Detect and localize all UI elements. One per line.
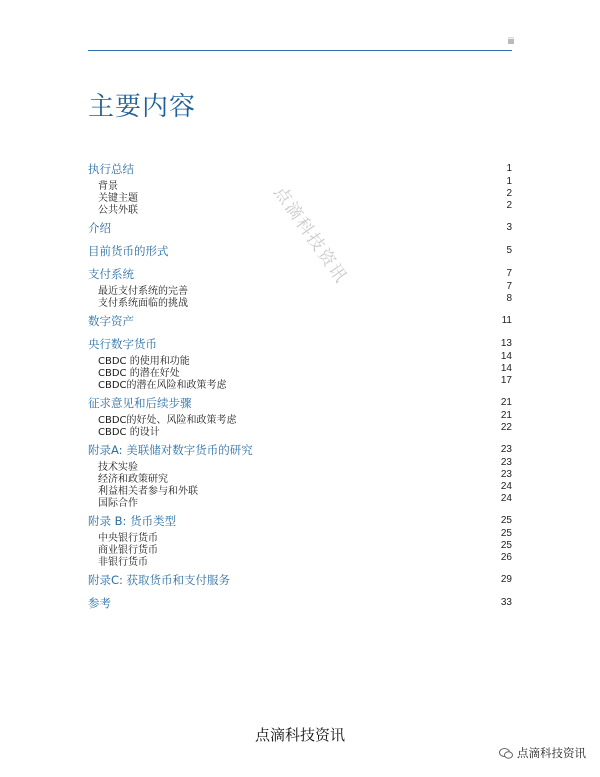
toc-subentry-page: 14 bbox=[500, 351, 512, 362]
watermark: 点滴科技资讯 bbox=[269, 182, 352, 288]
toc-subentry-page: 24 bbox=[500, 493, 512, 504]
toc-entry-label: 附录 B: 货币类型 bbox=[88, 514, 177, 528]
toc-subentry-page: 25 bbox=[500, 540, 512, 551]
toc-entry-label: 附录C: 获取货币和支付服务 bbox=[88, 573, 231, 587]
toc-entry[interactable] bbox=[88, 572, 512, 587]
toc-subentry-label: 最近支付系统的完善 bbox=[98, 286, 188, 297]
toc-subentry-label: CBDC的好处、风险和政策考虑 bbox=[98, 415, 237, 426]
toc-subentry-label: 公共外联 bbox=[98, 205, 138, 216]
toc-subentry[interactable] bbox=[88, 481, 512, 497]
toc-subentry[interactable] bbox=[88, 293, 512, 309]
toc-subentry-page: 8 bbox=[506, 293, 512, 304]
toc-entry-label: 参考 bbox=[88, 596, 111, 610]
toc-entry-page: 23 bbox=[500, 444, 512, 455]
toc-subentry[interactable] bbox=[88, 281, 512, 297]
toc-subentry-label: 非银行货币 bbox=[98, 557, 148, 568]
source-badge bbox=[499, 745, 586, 761]
toc-section bbox=[88, 513, 512, 568]
toc-entry[interactable] bbox=[88, 395, 512, 410]
toc-subentry-label: 中央银行货币 bbox=[98, 533, 158, 544]
toc-subentry-label: 利益相关者参与和外联 bbox=[98, 486, 198, 497]
toc-subentry[interactable] bbox=[88, 493, 512, 509]
toc-section bbox=[88, 572, 512, 587]
toc-section bbox=[88, 266, 512, 309]
toc-section bbox=[88, 595, 512, 610]
toc-subentry-label: CBDC 的使用和功能 bbox=[98, 356, 190, 367]
toc-subentry-page: 7 bbox=[506, 281, 512, 292]
toc-entry-label: 支付系统 bbox=[88, 267, 134, 281]
toc-subentry-page: 24 bbox=[500, 481, 512, 492]
toc-entry[interactable] bbox=[88, 595, 512, 610]
toc-entry[interactable] bbox=[88, 442, 512, 457]
toc-subentry-page: 17 bbox=[500, 375, 512, 386]
toc-subentry[interactable] bbox=[88, 469, 512, 485]
toc-subentry-label: 背景 bbox=[98, 181, 118, 192]
toc-section bbox=[88, 313, 512, 328]
toc-subentry[interactable] bbox=[88, 351, 512, 367]
page-title: 主要内容 bbox=[88, 92, 197, 122]
toc-subentry[interactable] bbox=[88, 422, 512, 438]
toc-subentry-page: 1 bbox=[506, 176, 512, 187]
toc-subentry[interactable] bbox=[88, 457, 512, 473]
toc-subentry-label: 支付系统面临的挑战 bbox=[98, 298, 188, 309]
header-rule bbox=[88, 50, 512, 51]
page-number: iii bbox=[508, 36, 514, 46]
toc-subentry-page: 14 bbox=[500, 363, 512, 374]
toc-entry-page: 33 bbox=[500, 597, 512, 608]
toc-entry-label: 央行数字货币 bbox=[88, 337, 157, 351]
toc-entry-page: 11 bbox=[501, 315, 512, 326]
toc-entry[interactable] bbox=[88, 313, 512, 328]
toc-subentry-label: 经济和政策研究 bbox=[98, 474, 168, 485]
toc-entry[interactable] bbox=[88, 243, 512, 258]
toc-subentry[interactable] bbox=[88, 176, 512, 192]
toc-subentry-page: 25 bbox=[500, 528, 512, 539]
toc-subentry-label: CBDC 的设计 bbox=[98, 427, 160, 438]
toc-subentry-label: 关键主题 bbox=[98, 193, 138, 204]
source-badge-label: 点滴科技资讯 bbox=[517, 746, 586, 760]
toc-subentry[interactable] bbox=[88, 528, 512, 544]
toc-subentry-label: 国际合作 bbox=[98, 498, 138, 509]
toc-entry-label: 征求意见和后续步骤 bbox=[88, 396, 192, 410]
toc-subentry-label: 技术实验 bbox=[98, 462, 138, 473]
toc-section bbox=[88, 395, 512, 438]
toc-entry[interactable] bbox=[88, 336, 512, 351]
toc-entry-label: 执行总结 bbox=[88, 162, 134, 176]
toc-subentry-page: 26 bbox=[500, 552, 512, 563]
toc-entry-page: 25 bbox=[500, 515, 512, 526]
footer-caption: 点滴科技资讯 bbox=[254, 726, 345, 744]
toc-subentry-label: CBDC的潜在风险和政策考虑 bbox=[98, 380, 227, 391]
toc-section bbox=[88, 442, 512, 509]
toc-subentry-label: 商业银行货币 bbox=[98, 545, 158, 556]
toc-entry-label: 附录A: 美联储对数字货币的研究 bbox=[88, 443, 253, 457]
toc-entry[interactable] bbox=[88, 513, 512, 528]
toc-subentry-label: CBDC 的潜在好处 bbox=[98, 368, 180, 379]
toc-entry-page: 5 bbox=[506, 245, 512, 256]
toc-entry-label: 目前货币的形式 bbox=[88, 244, 169, 258]
toc-section bbox=[88, 243, 512, 258]
wechat-icon bbox=[499, 748, 513, 759]
toc-entry-label: 数字资产 bbox=[88, 314, 134, 328]
toc-entry-label: 介绍 bbox=[88, 221, 111, 235]
toc-subentry[interactable] bbox=[88, 540, 512, 556]
toc-entry-page: 29 bbox=[500, 574, 512, 585]
toc-subentry-page: 22 bbox=[500, 422, 512, 433]
toc-subentry-page: 21 bbox=[500, 410, 512, 421]
toc-subentry[interactable] bbox=[88, 363, 512, 379]
toc-entry[interactable] bbox=[88, 266, 512, 281]
toc-subentry-page: 23 bbox=[500, 457, 512, 468]
toc-entry-page: 13 bbox=[500, 338, 512, 349]
toc-subentry[interactable] bbox=[88, 375, 512, 391]
toc-subentry[interactable] bbox=[88, 552, 512, 568]
toc-section bbox=[88, 336, 512, 391]
toc-entry-page: 1 bbox=[506, 163, 512, 174]
toc-subentry[interactable] bbox=[88, 410, 512, 426]
toc-subentry-page: 23 bbox=[500, 469, 512, 480]
toc-entry-page: 21 bbox=[500, 397, 512, 408]
toc-entry[interactable] bbox=[88, 161, 512, 176]
toc-entry-page: 7 bbox=[506, 268, 512, 279]
toc-subentry-page: 2 bbox=[506, 188, 512, 199]
toc-subentry-page: 2 bbox=[506, 200, 512, 211]
toc-entry-page: 3 bbox=[506, 222, 512, 233]
